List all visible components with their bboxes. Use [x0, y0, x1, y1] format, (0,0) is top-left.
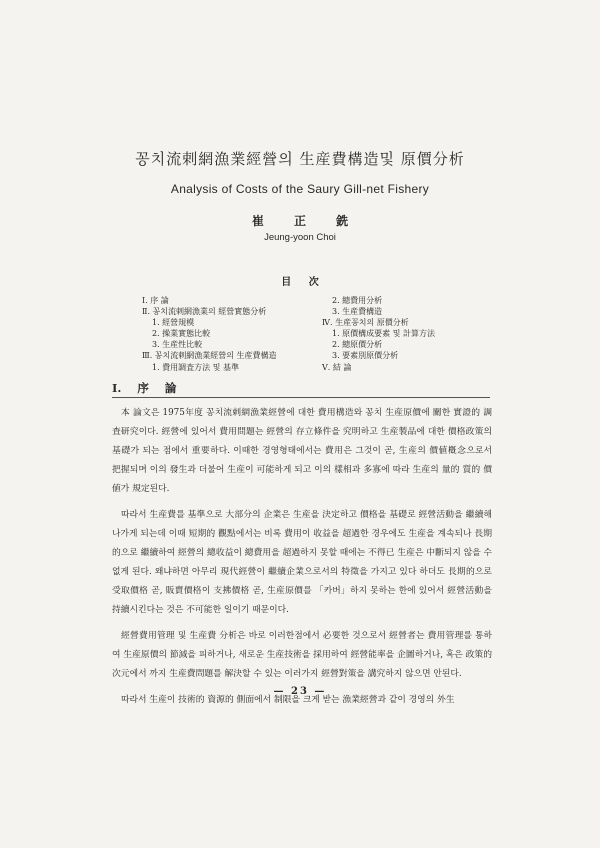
author-name-korean: 崔 正 銑 — [251, 214, 349, 228]
paragraph: 따라서 生産이 技術的 資源的 側面에서 制限을 크게 받는 漁業經營과 같이 경영의 外生 — [121, 695, 455, 705]
toc-item: 3. 要素別原價分析 — [332, 351, 399, 361]
toc-left-column — [142, 295, 277, 373]
section-heading: Ⅰ. 序 論 — [112, 381, 177, 395]
toc-item: 2. 總費用分析 — [332, 296, 383, 305]
toc-item: 1. 原價構成要素 및 計算方法 — [332, 329, 435, 339]
paragraph: 따라서 生産費를 基準으로 大部分의 企業은 生産을 決定하고 價格을 基礎로 經營活動을 繼續해 나가게 되는데 이때 短期的 觀點에서는 비록 費用이 收益을 超過한 경우에도 生産을 계속되나 長期的으로 繼續하여 經營의 總收益이 總費用을 超過하지 못할 때에는 不得已 生産은 中斷되지 않을 수 없게 된다. 왜냐하면 아무리 現代經營이 繼續企業으로서의 特徵을 가지고 있다 하더도 長期的으로 受取價格 곧, 販賣價格이 支拂價格 곧, 生産原價를 「카버」하지 못하는 한에 있어서 經營活動을 持續시킨다는 것은 不可能한 일이기 때문이다. — [112, 510, 492, 615]
toc-right-column — [322, 295, 435, 373]
body-text — [112, 404, 492, 710]
toc-item: Ⅰ. 序 論 — [142, 296, 169, 305]
toc-item: Ⅲ. 꽁치流剌網漁業經營의 生産費構造 — [142, 351, 277, 361]
section-divider — [112, 397, 490, 398]
page-number: — 23 — — [273, 686, 327, 697]
toc-item: Ⅱ. 꽁치流剌網漁業의 經營實態分析 — [142, 307, 267, 317]
paper-title-korean: 꽁치流剌網漁業經營의 生産費構造및 原價分析 — [135, 150, 465, 168]
toc-heading: 目 次 — [281, 277, 319, 288]
toc-item: 2. 操業實態比較 — [152, 329, 211, 339]
toc-item: 3. 生産費構造 — [332, 307, 383, 317]
toc-item: Ⅳ. 生産꽁치의 原價分析 — [322, 318, 409, 328]
paper-title-english: Analysis of Costs of the Saury Gill-net Fishery — [170, 182, 430, 196]
toc-item: 1. 經營規模 — [152, 318, 195, 328]
paragraph: 經營費用管理 및 生産費 分析은 바로 이러한점에서 必要한 것으로서 經營者는 費用管理를 통하여 生産原價의 節減을 피하거나, 새로운 生産技術을 採用하여 經營能率을 企圖하거나, 혹은 政策的 次元에서 까지 生産費問題를 解決할 수 있는 이러가지 經營對策을 講究하지 않으면 안된다. — [112, 631, 492, 679]
toc-item: 1. 費用調査方法 및 基準 — [152, 362, 239, 372]
author-name-english: Jeung-yoon Choi — [264, 232, 336, 243]
toc-item: Ⅴ. 結 論 — [322, 362, 352, 372]
paragraph: 本 論文은 1975年度 꽁치流剌網漁業經營에 대한 費用構造와 꽁치 生産原價에 關한 實證的 調査研究이다. 經營에 있어서 費用問題는 經營의 存立條件을 究明하고 生産製品에 대한 價格政策의 基礎가 되는 점에서 重要하다. 이때한 경영형태에서는 費用은 그것이 곧, 生産의 價値槪念으로서 把握되며 이의 發生과 더불어 生産이 可能하게 되고 이의 樣相과 多寡에 따라 生産의 量的 質的 價値가 規定된다. — [112, 408, 492, 494]
toc-item: 3. 生産性比較 — [152, 340, 203, 350]
toc-item: 2. 總原價分析 — [332, 340, 383, 350]
